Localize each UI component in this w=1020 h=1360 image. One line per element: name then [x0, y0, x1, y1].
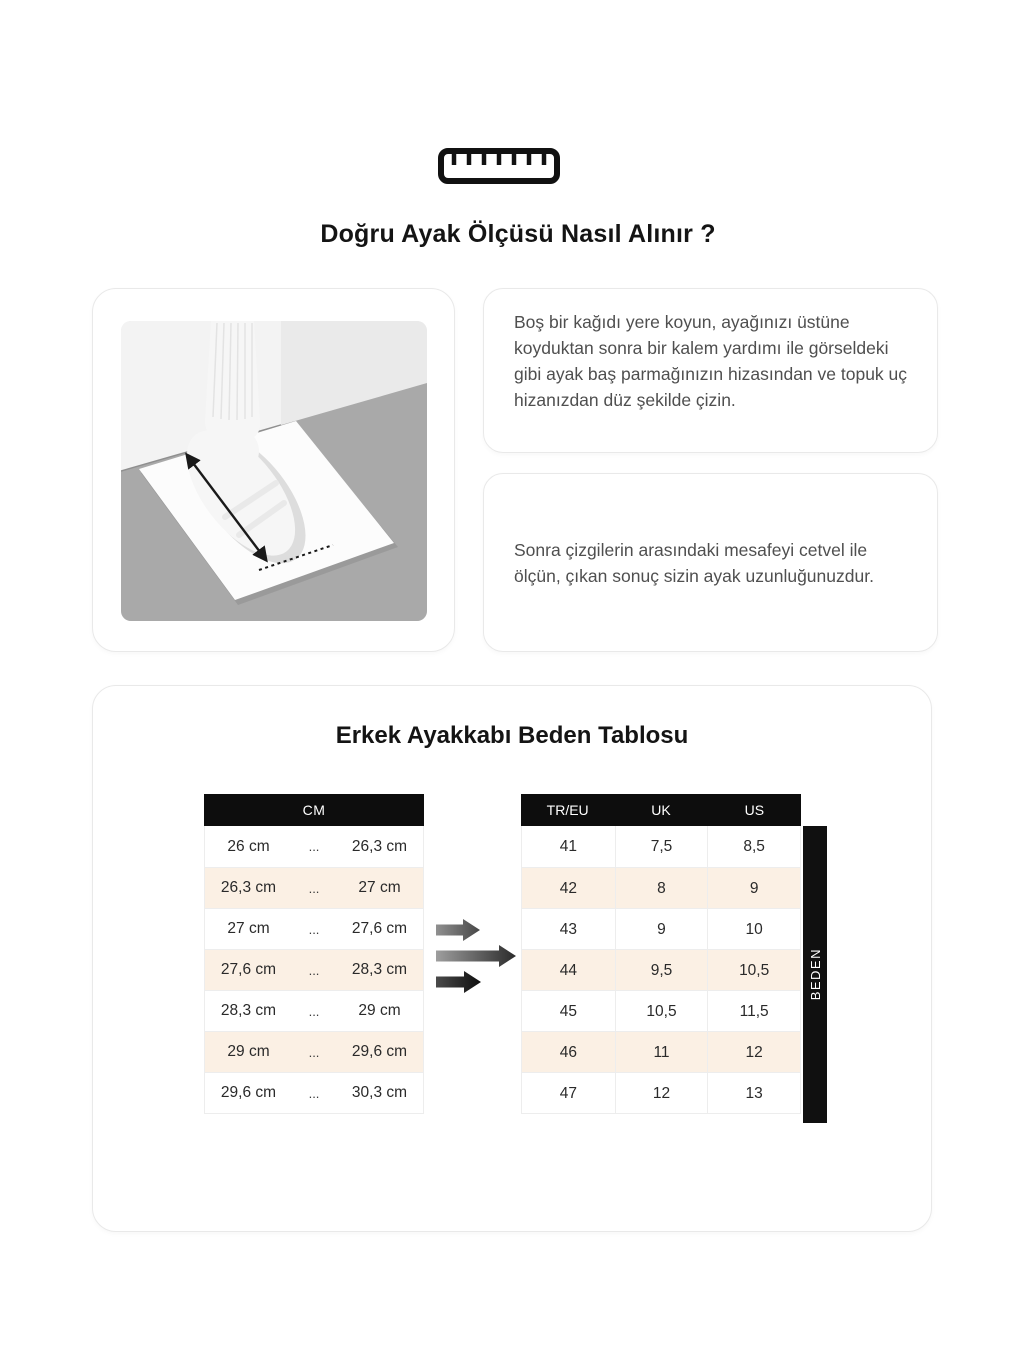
range-dots: ...: [308, 921, 320, 937]
instruction-step-1: Boş bir kağıdı yere koyun, ayağınızı üstüne koyduktan sonra bir kalem yardımı ile görseldeki gibi ayak baş parmağınızın hizasından ve topuk uç hizanızdan düz şekilde çizin.: [514, 312, 908, 410]
table-row: [522, 949, 800, 990]
table-row: [522, 990, 800, 1031]
size-us: 11,5: [707, 991, 800, 1032]
range-dots: ...: [308, 962, 320, 978]
size-tr-eu: 45: [559, 1002, 577, 1020]
range-dots: ...: [308, 1003, 320, 1019]
size-us: 12: [707, 1032, 800, 1073]
size-tr-eu: 47: [559, 1084, 577, 1102]
instruction-card-1: [483, 288, 938, 453]
intl-size-table: [521, 794, 801, 1114]
size-tr-eu: 44: [559, 961, 577, 979]
size-uk: 7,5: [615, 826, 708, 867]
intl-table-header-row: [521, 794, 801, 826]
table-row: [522, 826, 800, 867]
cm-max: 26,3 cm: [351, 837, 408, 855]
cm-min: 26,3 cm: [220, 879, 277, 896]
table-row: [205, 867, 423, 908]
intl-header-tr-eu: TR/EU: [546, 802, 589, 818]
intl-table-body: [521, 826, 801, 1114]
cm-min: 29 cm: [227, 1043, 270, 1060]
table-row: [205, 826, 423, 867]
size-tr-eu: 46: [559, 1043, 577, 1061]
table-row: [522, 867, 800, 908]
cm-min: 29,6 cm: [220, 1084, 277, 1101]
conversion-arrows-icon: [434, 918, 518, 994]
size-tr-eu: 43: [559, 920, 577, 938]
size-tr-eu: 42: [559, 879, 577, 897]
range-dots: ...: [308, 1044, 320, 1060]
size-us: 9: [707, 868, 800, 909]
beden-side-bar: [803, 826, 827, 1123]
cm-max: 29,6 cm: [351, 1043, 408, 1060]
range-dots: ...: [308, 1085, 320, 1101]
cm-max: 30,3 cm: [351, 1084, 408, 1101]
cm-table-body: [204, 826, 424, 1114]
table-row: [205, 908, 423, 949]
cm-min: 26 cm: [227, 837, 270, 855]
size-us: 13: [707, 1073, 800, 1114]
beden-side-label: BEDEN: [807, 948, 823, 1001]
size-chart-title: Erkek Ayakkabı Beden Tablosu: [335, 722, 689, 749]
table-row: [522, 1072, 800, 1113]
foot-measurement-photo: [121, 321, 427, 621]
measurement-photo-card: [92, 288, 455, 652]
size-chart-card: [92, 685, 932, 1232]
table-row: [205, 1031, 423, 1072]
range-dots: ...: [308, 839, 320, 854]
cm-min: 28,3 cm: [220, 1002, 277, 1019]
page-title: Doğru Ayak Ölçüsü Nasıl Alınır ?: [320, 220, 716, 248]
size-us: 10,5: [707, 950, 800, 991]
size-uk: 9,5: [615, 950, 708, 991]
cm-min: 27,6 cm: [220, 961, 277, 978]
table-row: [522, 1031, 800, 1072]
size-us: 10: [707, 909, 800, 950]
ruler-icon: [437, 147, 561, 185]
table-row: [205, 990, 423, 1031]
size-us: 8,5: [707, 826, 800, 867]
cm-table: [204, 794, 424, 1114]
cm-max: 27,6 cm: [351, 920, 408, 937]
instruction-card-2: [483, 473, 938, 652]
cm-max: 28,3 cm: [351, 961, 408, 978]
table-row: [205, 1072, 423, 1113]
cm-min: 27 cm: [227, 920, 270, 937]
cm-max: 27 cm: [358, 879, 401, 896]
intl-header-us: US: [744, 802, 765, 818]
size-uk: 10,5: [615, 991, 708, 1032]
cm-max: 29 cm: [358, 1002, 401, 1019]
size-uk: 8: [615, 868, 708, 909]
size-tr-eu: 41: [559, 837, 577, 855]
intl-header-uk: UK: [651, 802, 671, 818]
size-uk: 11: [615, 1032, 708, 1073]
table-row: [522, 908, 800, 949]
cm-table-header: CM: [204, 794, 424, 826]
instruction-step-2: Sonra çizgilerin arasındaki mesafeyi cetvel ile ölçün, çıkan sonuç sizin ayak uzunluğunuzdur.: [514, 539, 874, 586]
size-uk: 12: [615, 1073, 708, 1114]
table-row: [205, 949, 423, 990]
range-dots: ...: [308, 880, 320, 896]
size-uk: 9: [615, 909, 708, 950]
